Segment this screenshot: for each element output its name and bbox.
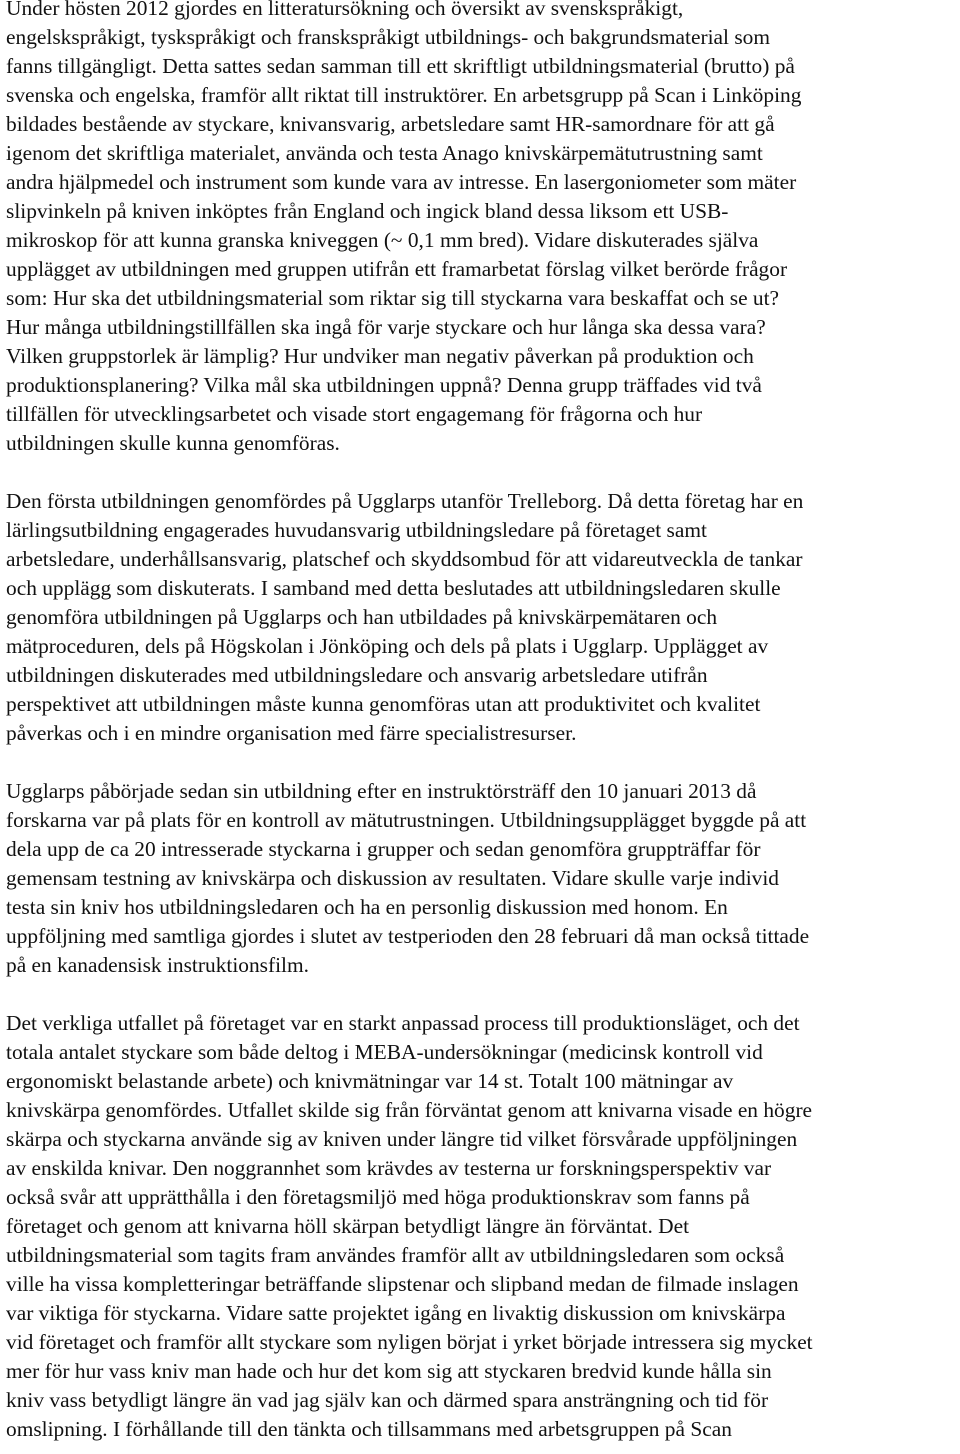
text-line: tillfällen för utvecklingsarbetet och visade stort engagemang för frågorna och hur — [6, 402, 703, 426]
text-line: också svår att upprätthålla i den företagsmiljö med höga produktionskrav som fanns på — [6, 1185, 750, 1209]
text-line: slipvinkeln på kniven inköptes från England och ingick bland dessa liksom ett USB- — [6, 199, 729, 223]
text-line: genomföra utbildningen på Ugglarps och han utbildades på knivskärpemätaren och — [6, 605, 718, 629]
text-line: utbildningen skulle kunna genomföras. — [6, 431, 340, 455]
text-line: forskarna var på plats för en kontroll av mätutrustningen. Utbildningsupplägget byggde på att — [6, 808, 807, 832]
text-line: svenska och engelska, framför allt riktat till instruktörer. En arbetsgrupp på Scan i Linköping — [6, 83, 802, 107]
text-line: ergonomiskt belastande arbete) och knivmätningar var 14 st. Totalt 100 mätningar av — [6, 1069, 734, 1093]
text-line: Hur många utbildningstillfällen ska ingå för varje styckare och hur långa ska dessa vara? — [6, 315, 766, 339]
text-line: var viktiga för styckarna. Vidare satte projektet igång en livaktig diskussion om knivskärpa — [6, 1301, 786, 1325]
text-line: Vilken gruppstorlek är lämplig? Hur undviker man negativ påverkan på produktion och — [6, 344, 754, 368]
text-line: Det verkliga utfallet på företaget var en starkt anpassad process till produktionsläget, och det — [6, 1011, 800, 1035]
text-line: Den första utbildningen genomfördes på Ugglarps utanför Trelleborg. Då detta företag har en — [6, 489, 804, 513]
text-line: dela upp de ca 20 intresserade styckarna i grupper och sedan genomföra gruppträffar för — [6, 837, 761, 861]
text-line: omslipning. I förhållande till den tänkta och tillsammans med arbetsgruppen på Scan — [6, 1417, 732, 1441]
text-line: upplägget av utbildningen med gruppen utifrån ett framarbetat förslag vilket berörde frågor — [6, 257, 788, 281]
text-line: Ugglarps påbörjade sedan sin utbildning efter en instruktörsträff den 10 januari 2013 då — [6, 779, 757, 803]
text-line: på en kanadensisk instruktionsfilm. — [6, 953, 309, 977]
text-line: utbildningsmaterial som tagits fram användes framför allt av utbildningsledaren som också — [6, 1243, 785, 1267]
text-line: lärlingsutbildning engagerades huvudansvarig utbildningsledare på företaget samt — [6, 518, 707, 542]
text-line: testa sin kniv hos utbildningsledaren och ha en personlig diskussion med honom. En — [6, 895, 728, 919]
text-line: totala antalet styckare som både deltog i MEBA-undersökningar (medicinsk kontroll vid — [6, 1040, 763, 1064]
text-line: uppföljning med samtliga gjordes i slutet av testperioden den 28 februari då man också tittade — [6, 924, 810, 948]
text-line: knivskärpa genomfördes. Utfallet skilde sig från förväntat genom att knivarna visade en högre — [6, 1098, 813, 1122]
text-line: kniv vass betydligt längre än vad jag själv kan och därmed spara ansträngning och tid för — [6, 1388, 769, 1412]
text-line: ville ha vissa kompletteringar beträffande slipstenar och slipband medan de filmade inslagen — [6, 1272, 799, 1296]
text-line: som: Hur ska det utbildningsmaterial som riktar sig till styckarna vara beskaffat och se ut? — [6, 286, 780, 310]
document-page — [6, 0, 956, 1444]
text-line: skärpa och styckarna använde sig av kniven under längre tid vilket försvårade uppföljningen — [6, 1127, 798, 1151]
text-line: påverkas och i en mindre organisation med färre specialistresurser. — [6, 721, 577, 745]
paragraph-2 — [6, 487, 956, 748]
text-line: av enskilda knivar. Den noggrannhet som krävdes av testerna ur forskningsperspektiv var — [6, 1156, 772, 1180]
paragraph-1 — [6, 0, 956, 458]
text-line: och upplägg som diskuterats. I samband med detta beslutades att utbildningsledaren skulle — [6, 576, 781, 600]
text-line: vid företaget och framför allt styckare som nyligen börjat i yrket började intressera sig mycket — [6, 1330, 813, 1354]
text-line: produktionsplanering? Vilka mål ska utbildningen uppnå? Denna grupp träffades vid två — [6, 373, 762, 397]
text-line: utbildningen diskuterades med utbildningsledare och ansvarig arbetsledare utifrån — [6, 663, 708, 687]
text-line: gemensam testning av knivskärpa och diskussion av resultaten. Vidare skulle varje individ — [6, 866, 779, 890]
text-line: igenom det skriftliga materialet, använda och testa Anago knivskärpemätutrustning samt — [6, 141, 763, 165]
text-line: mikroskop för att kunna granska kniveggen (~ 0,1 mm bred). Vidare diskuterades själva — [6, 228, 759, 252]
text-line: engelskspråkigt, tyskspråkigt och franskspråkigt utbildnings- och bakgrundsmaterial som — [6, 25, 770, 49]
text-line: perspektivet att utbildningen måste kunna genomföras utan att produktivitet och kvalitet — [6, 692, 761, 716]
text-line: mer för hur vass kniv man hade och hur det kom sig att styckaren bredvid kunde hålla sin — [6, 1359, 772, 1383]
text-line: arbetsledare, underhållsansvarig, platschef och skyddsombud för att vidareutveckla de tankar — [6, 547, 803, 571]
paragraph-4 — [6, 1009, 956, 1444]
text-line: fanns tillgängligt. Detta sattes sedan samman till ett skriftligt utbildningsmaterial (brutto) på — [6, 54, 795, 78]
text-line: mätproceduren, dels på Högskolan i Jönköping och dels på plats i Ugglarp. Upplägget av — [6, 634, 769, 658]
text-line: bildades bestående av styckare, knivansvarig, arbetsledare samt HR-samordnare för att gå — [6, 112, 775, 136]
text-line: Under hösten 2012 gjordes en litteratursökning och översikt av svenskspråkigt, — [6, 0, 684, 20]
text-line: andra hjälpmedel och instrument som kunde vara av intresse. En lasergoniometer som mäter — [6, 170, 797, 194]
paragraph-3 — [6, 777, 956, 980]
text-line: företaget och genom att knivarna höll skärpan betydligt längre än förväntat. Det — [6, 1214, 690, 1238]
